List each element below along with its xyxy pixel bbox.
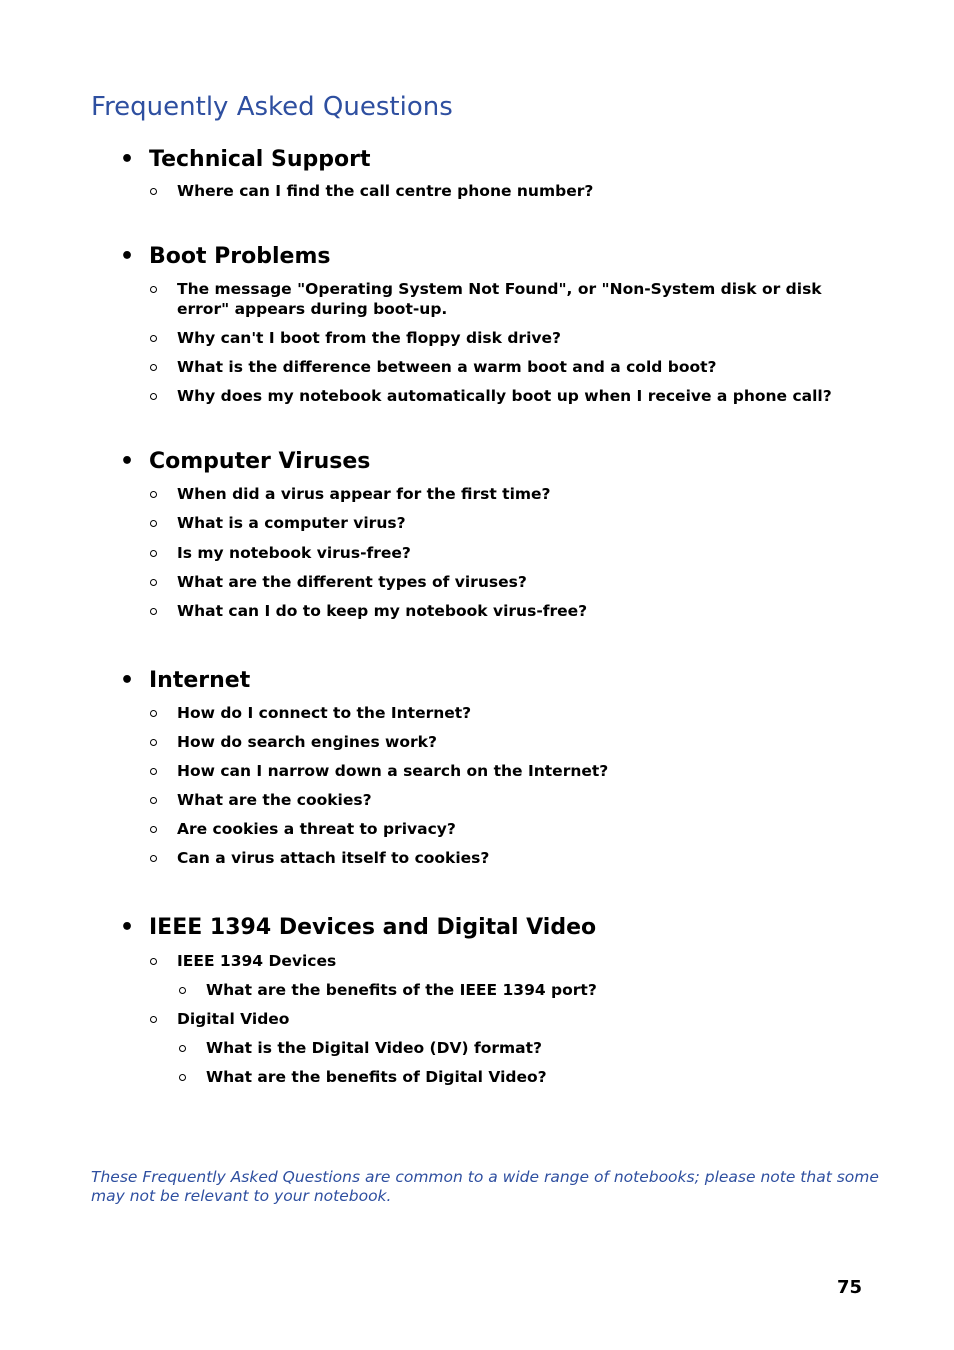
circle-bullet-icon bbox=[150, 739, 157, 746]
faq-subsection-text: Digital Video bbox=[177, 1010, 290, 1028]
circle-bullet-icon bbox=[150, 579, 157, 586]
circle-bullet-icon bbox=[179, 1045, 186, 1052]
faq-question-text: What are the cookies? bbox=[177, 791, 372, 809]
circle-bullet-icon bbox=[150, 958, 157, 965]
circle-bullet-icon bbox=[150, 1016, 157, 1023]
section-heading-text: Technical Support bbox=[149, 147, 371, 172]
faq-question-text: Where can I find the call centre phone number? bbox=[177, 182, 594, 200]
circle-bullet-icon bbox=[150, 826, 157, 833]
faq-subsection-text: IEEE 1394 Devices bbox=[177, 952, 337, 970]
circle-bullet-icon bbox=[150, 608, 157, 615]
circle-bullet-icon bbox=[150, 491, 157, 498]
section-heading[interactable] bbox=[0, 666, 954, 696]
faq-question-text: How do I connect to the Internet? bbox=[177, 704, 472, 722]
faq-question-text: What are the benefits of Digital Video? bbox=[206, 1068, 547, 1086]
circle-bullet-icon bbox=[150, 797, 157, 804]
faq-question-text: The message "Operating System Not Found", or "Non-System disk or disk error" appears during boot-up. bbox=[177, 280, 822, 318]
section-ieee-1394-digital-video bbox=[0, 913, 954, 1086]
circle-bullet-icon bbox=[150, 335, 157, 342]
circle-bullet-icon bbox=[150, 550, 157, 557]
faq-question-text: Are cookies a threat to privacy? bbox=[177, 820, 456, 838]
section-heading[interactable] bbox=[0, 145, 954, 175]
faq-question-text: What is a computer virus? bbox=[177, 514, 406, 532]
page-title: Frequently Asked Questions bbox=[91, 92, 453, 122]
faq-question-text: What is the Digital Video (DV) format? bbox=[206, 1039, 543, 1057]
disclaimer-note: These Frequently Asked Questions are common to a wide range of notebooks; please note that some may not be relevant to your notebook. bbox=[91, 1168, 879, 1205]
circle-bullet-icon bbox=[150, 520, 157, 527]
faq-question-text: Why can't I boot from the floppy disk drive? bbox=[177, 329, 561, 347]
section-heading-text: Internet bbox=[149, 668, 251, 693]
bullet-icon: • bbox=[120, 915, 135, 940]
circle-bullet-icon bbox=[150, 188, 157, 195]
bullet-icon: • bbox=[120, 244, 135, 269]
circle-bullet-icon bbox=[150, 393, 157, 400]
faq-question-text: What can I do to keep my notebook virus-free? bbox=[177, 602, 588, 620]
faq-question-text: What are the benefits of the IEEE 1394 port? bbox=[206, 981, 597, 999]
circle-bullet-icon bbox=[150, 855, 157, 862]
section-heading-text: Computer Viruses bbox=[149, 449, 371, 474]
section-technical-support bbox=[0, 145, 954, 200]
section-internet bbox=[0, 666, 954, 867]
circle-bullet-icon bbox=[150, 710, 157, 717]
section-heading[interactable] bbox=[0, 913, 954, 943]
circle-bullet-icon bbox=[179, 987, 186, 994]
circle-bullet-icon bbox=[150, 768, 157, 775]
faq-question-text: When did a virus appear for the first time? bbox=[177, 485, 551, 503]
faq-question-text: Is my notebook virus-free? bbox=[177, 544, 411, 562]
circle-bullet-icon bbox=[179, 1074, 186, 1081]
section-heading[interactable] bbox=[0, 242, 954, 272]
bullet-icon: • bbox=[120, 147, 135, 172]
section-heading-text: Boot Problems bbox=[149, 244, 331, 269]
bullet-icon: • bbox=[120, 449, 135, 474]
section-heading-text: IEEE 1394 Devices and Digital Video bbox=[149, 915, 597, 940]
faq-question-text: How do search engines work? bbox=[177, 733, 437, 751]
page-number: 75 bbox=[836, 1277, 862, 1298]
section-boot-problems bbox=[0, 242, 954, 405]
faq-question-text: What is the difference between a warm boot and a cold boot? bbox=[177, 358, 717, 376]
circle-bullet-icon bbox=[150, 364, 157, 371]
circle-bullet-icon bbox=[150, 286, 157, 293]
faq-question-text: Can a virus attach itself to cookies? bbox=[177, 849, 490, 867]
faq-question-text: What are the different types of viruses? bbox=[177, 573, 527, 591]
bullet-icon: • bbox=[120, 668, 135, 693]
section-heading[interactable] bbox=[0, 447, 954, 477]
section-computer-viruses bbox=[0, 447, 954, 620]
faq-question-text: How can I narrow down a search on the Internet? bbox=[177, 762, 609, 780]
faq-question-text: Why does my notebook automatically boot up when I receive a phone call? bbox=[177, 387, 832, 405]
